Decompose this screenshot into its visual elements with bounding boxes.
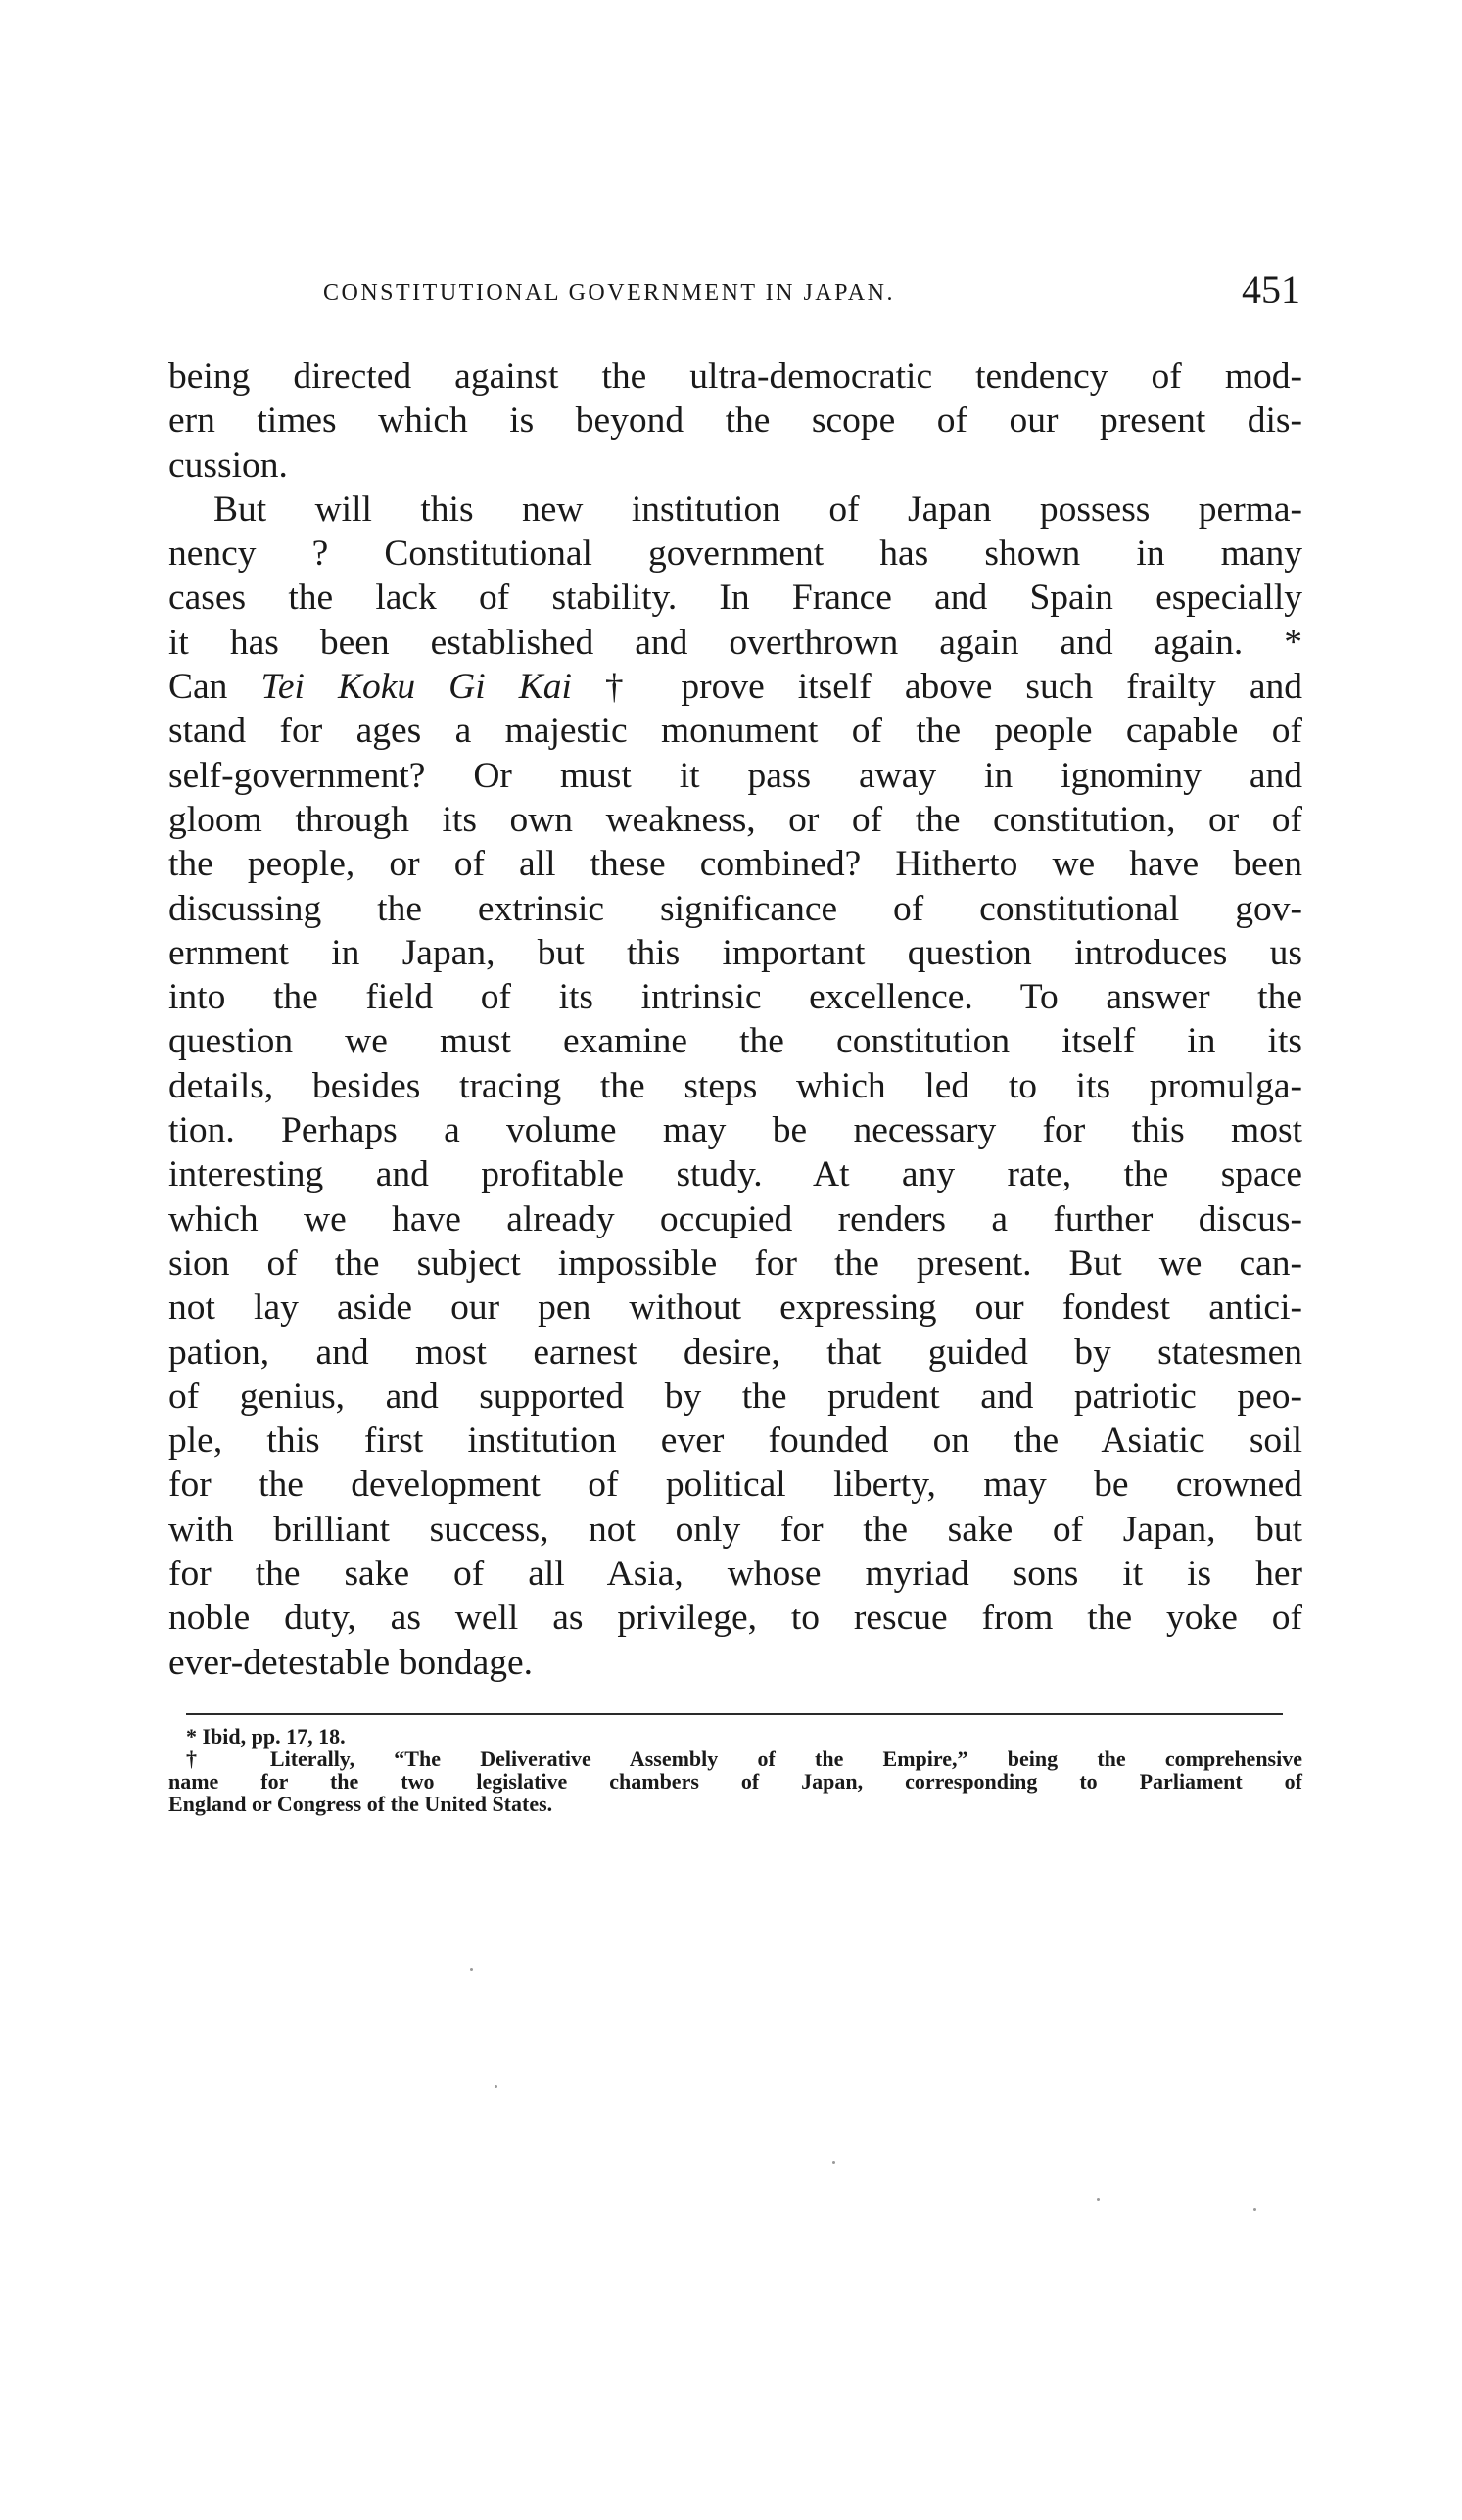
running-head: [166, 266, 1300, 315]
footnotes: [168, 1725, 1302, 1815]
text-line: cases the lack of stability. In France and Spain especially: [168, 578, 1302, 619]
text-line: ever-detestable bondage.: [168, 1642, 533, 1683]
text-line: ernment in Japan, but this important question introduces us: [168, 932, 1302, 973]
footnote-line: England or Congress of the United States.: [168, 1792, 553, 1816]
text-line: for the sake of all Asia, whose myriad sons it is her: [168, 1554, 1302, 1595]
text-line: details, besides tracing the steps which led to its promulga-: [168, 1065, 1302, 1106]
text-line: into the field of its intrinsic excellence. To answer the: [168, 977, 1302, 1018]
text-line: tion. Perhaps a volume may be necessary for this most: [168, 1110, 1302, 1151]
italic-after: † prove itself above such frailty and: [571, 667, 1302, 708]
footnote-line: * Ibid, pp. 17, 18.: [186, 1724, 346, 1749]
text-line: not lay aside our pen without expressing our fondest antici-: [168, 1287, 1302, 1329]
paper-speck: [1097, 2198, 1100, 2201]
paper-speck: [832, 2161, 835, 2164]
text-line: discussing the extrinsic significance of constitutional gov-: [168, 888, 1302, 929]
text-line: which we have already occupied renders a further discus-: [168, 1198, 1302, 1239]
text-line: stand for ages a majestic monument of the people capable of: [168, 711, 1302, 752]
text-line: gloom through its own weakness, or of the constitution, or of: [168, 799, 1302, 840]
text-line: question we must examine the constitution itself in its: [168, 1021, 1302, 1062]
paper-speck: [1253, 2208, 1256, 2211]
text-line: the people, or of all these combined? Hitherto we have been: [168, 844, 1302, 885]
text-line: sion of the subject impossible for the present. But we can-: [168, 1242, 1302, 1283]
text-line: nency ? Constitutional government has shown in many: [168, 534, 1302, 575]
italic-term: Tei Koku Gi Kai: [260, 667, 572, 708]
text-line: being directed against the ultra-democratic tendency of mod-: [168, 356, 1302, 397]
text-line: of genius, and supported by the prudent and patriotic peo-: [168, 1376, 1302, 1417]
text-line: with brilliant success, not only for the sake of Japan, but: [168, 1509, 1302, 1550]
running-title: CONSTITUTIONAL GOVERNMENT IN JAPAN.: [323, 280, 895, 305]
footnote-line: † Literally, “The Deliverative Assembly of the Empire,” being the comprehensive: [186, 1747, 1302, 1771]
text-line: for the development of political liberty, may be crowned: [168, 1465, 1302, 1506]
footnote-line: name for the two legislative chambers of Japan, corresponding to Parliament of: [168, 1769, 1302, 1794]
text-line: But will this new institution of Japan possess perma-: [213, 489, 1302, 530]
text-line: it has been established and overthrown again and again. *: [168, 622, 1302, 663]
body-text: [168, 354, 1302, 1685]
footnote-rule: [186, 1713, 1283, 1715]
italic-before: Can: [168, 667, 261, 708]
text-line: cussion.: [168, 444, 288, 486]
text-line: ern times which is beyond the scope of our present dis-: [168, 400, 1302, 442]
paper-speck: [495, 2085, 497, 2088]
text-line: pation, and most earnest desire, that guided by statesmen: [168, 1331, 1302, 1373]
text-line-with-italic: [168, 665, 1302, 709]
text-line: self-government? Or must it pass away in ignominy and: [168, 755, 1302, 796]
page-number: 451: [1242, 267, 1300, 311]
text-line: noble duty, as well as privilege, to rescue from the yoke of: [168, 1598, 1302, 1639]
text-line: interesting and profitable study. At any rate, the space: [168, 1154, 1302, 1195]
paper-speck: [470, 1968, 473, 1971]
text-line: ple, this first institution ever founded on the Asiatic soil: [168, 1421, 1302, 1462]
